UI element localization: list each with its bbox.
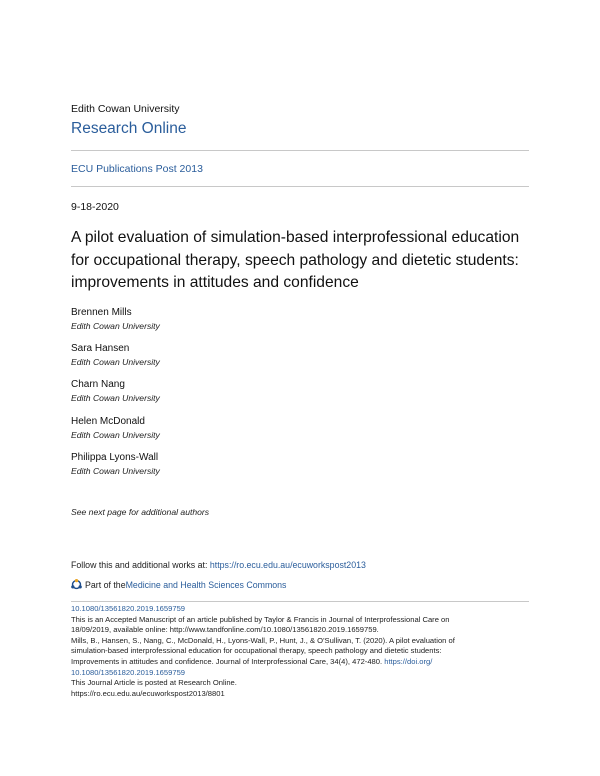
reference-line [71,657,455,668]
author-name: Sara Hansen [71,343,130,354]
doi-url-link[interactable]: https://doi.org/ [384,656,433,666]
handle-url: https://ro.ecu.edu.au/ecuworkspost2013/8801 [71,688,225,698]
citation-block [71,604,455,699]
author-affiliation: Edith Cowan University [71,393,160,403]
part-of-line [71,579,286,590]
accepted-line: This is an Accepted Manuscript of an article published by Taylor & Francis in Journal of Interprofessional Care on [71,614,450,624]
divider [71,601,529,602]
reference-line: simulation-based interprofessional education for occupational therapy, speech pathology and dietetic students: [71,646,442,656]
follow-text: Follow this and additional works at: [71,560,210,570]
accepted-line: 18/09/2019, available online: http://www.tandfonline.com/10.1080/13561820.2019.1659759. [71,625,379,635]
reference-line: Mills, B., Hansen, S., Nang, C., McDonald, H., Lyons-Wall, P., Hunt, J., & O'Sullivan, T. (2020). A pilot evaluation of [71,635,455,645]
author-name: Charn Nang [71,379,125,390]
title-line: for occupational therapy, speech pathology and dietetic students: [71,251,519,269]
title-line: improvements in attitudes and confidence [71,274,359,291]
author-affiliation: Edith Cowan University [71,430,160,440]
see-next-page-note: See next page for additional authors [71,507,210,517]
divider [71,186,529,187]
commons-link[interactable]: Medicine and Health Sciences Commons [125,579,287,590]
follow-link[interactable]: https://ro.ecu.edu.au/ecuworkspost2013 [209,560,366,570]
repository-link[interactable]: Research Online [71,120,187,137]
posted-note: This Journal Article is posted at Research Online. [71,678,237,688]
doi-url-link-continued[interactable]: 10.1080/13561820.2019.1659759 [71,667,186,677]
author-affiliation: Edith Cowan University [71,466,160,476]
author-affiliation: Edith Cowan University [71,357,160,367]
publication-date: 9-18-2020 [71,201,119,213]
author-affiliation: Edith Cowan University [71,321,160,331]
reference-text: Improvements in attitudes and confidence. Journal of Interprofessional Care, 34(4), 472-480. [71,656,385,666]
author-name: Philippa Lyons-Wall [71,452,159,463]
commons-network-icon [71,579,82,590]
author-name: Brennen Mills [71,307,132,318]
doi-link[interactable]: 10.1080/13561820.2019.1659759 [71,604,186,613]
institution-name: Edith Cowan University [71,103,180,115]
divider [71,150,529,151]
title-line: A pilot evaluation of simulation-based interprofessional education [71,229,520,246]
page-title [71,227,541,295]
author-name: Helen McDonald [71,416,145,427]
follow-line [71,560,366,570]
collection-link[interactable]: ECU Publications Post 2013 [71,163,203,175]
part-of-prefix: Part of the [85,579,126,590]
